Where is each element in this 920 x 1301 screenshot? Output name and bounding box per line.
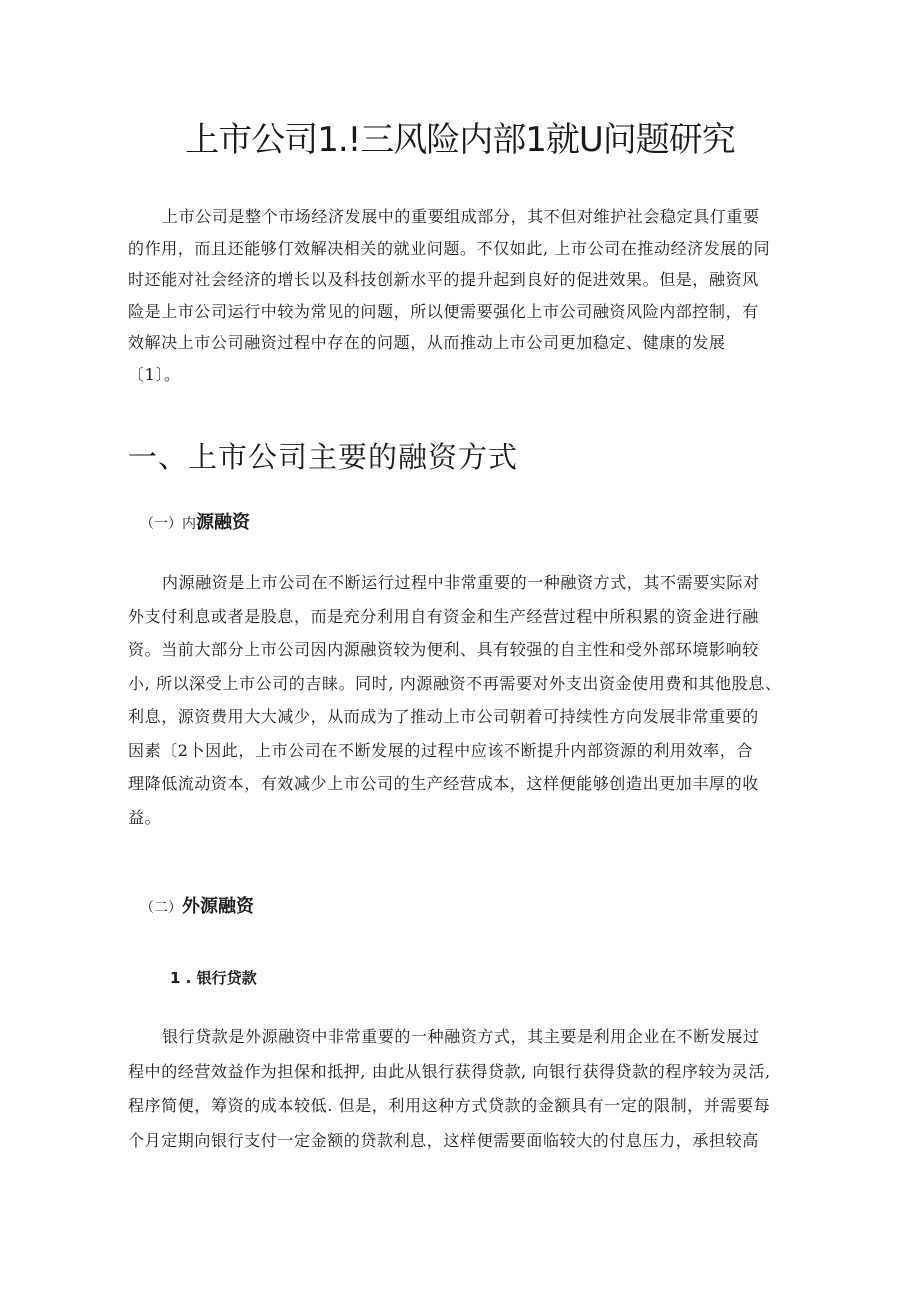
document-title: 上市公司1.!三风险内部1就U问题研究 [185, 120, 735, 160]
intro-paragraph [128, 201, 788, 390]
paragraph-line: 程中的经营效益作为担保和抵押, 由此从银行获得贷款, 向银行获得贷款的程序较为灵活, [128, 1061, 771, 1081]
paragraph-line: 程序简便，筹资的成本较低. 但是，利用这种方式贷款的金额具有一定的限制，并需要每 [128, 1096, 771, 1115]
subsection-heading-external [140, 892, 254, 923]
paragraph-line: 益。 [128, 807, 162, 827]
paragraph-line: 个月定期向银行支付一定金额的贷款利息，这样便需要面临较大的付息压力，承担较高 [128, 1130, 759, 1150]
item-heading-bank-loan: 1 . 银行贷款 [170, 969, 257, 987]
paragraph-line: 险是上市公司运行中较为常见的问题，所以便需要强化上市公司融资风险内部控制，有 [128, 301, 759, 321]
paragraph-line: 资。当前大部分上市公司因内源融资较为便利、具有较强的自主性和受外部环境影响较 [128, 640, 759, 659]
subsection-label: 外源融资 [182, 896, 254, 917]
paragraph-line: 上市公司是整个市场经济发展中的重要组成部分，其不但对维护社会稳定具仃重要 [162, 207, 760, 226]
paragraph-line: 内源融资是上市公司在不断运行过程中非常重要的一种融资方式，其不需要实际对 [162, 573, 760, 592]
paragraph-line: 利息，源资费用大大减少，从而成为了推动上市公司朝着可持续性方向发展非常重要的 [128, 707, 759, 726]
internal-financing-paragraph [128, 566, 788, 834]
subsection-number: （一）内 [140, 516, 196, 532]
paragraph-line: 因素〔2卜因此，上市公司在不断发展的过程中应该不断提升内部资源的利用效率，合 [128, 740, 753, 760]
paragraph-line: 〔1〕。 [128, 364, 181, 384]
subsection-number: （二） [140, 900, 182, 916]
paragraph-line: 理降低流动资本，有效减少上市公司的生产经营成本，这样便能够创造出更加丰厚的收 [128, 774, 759, 793]
paragraph-line: 小, 所以深受上市公司的吉睐。同时, 内源融资不再需要对外支出资金使用费和其他股息、 [128, 673, 782, 693]
paragraph-line: 的作用，而且还能够仃效解决相关的就业问题。不仅如此, 上市公司在推动经济发展的同 [128, 238, 771, 258]
subsection-heading-internal [140, 508, 250, 539]
paragraph-line: 时还能对社会经济的增长以及科技创新水平的提升起到良好的促进效果。但是，融资风 [128, 270, 759, 289]
subsection-label: 源融资 [196, 512, 250, 533]
section-heading: 一、上市公司主要的融资方式 [128, 440, 519, 474]
paragraph-line: 外支付利息或者是股息，而是充分利用自有资金和生产经营过程中所积累的资金进行融 [128, 606, 759, 626]
paragraph-line: 银行贷款是外源融资中非常重要的一种融资方式，其主要是利用企业在不断发展过 [162, 1027, 760, 1046]
bank-loan-paragraph [128, 1020, 788, 1158]
paragraph-line: 效解决上市公司融资过程中存在的问题，从而推动上市公司更加稳定、健康的发展 [128, 333, 726, 352]
